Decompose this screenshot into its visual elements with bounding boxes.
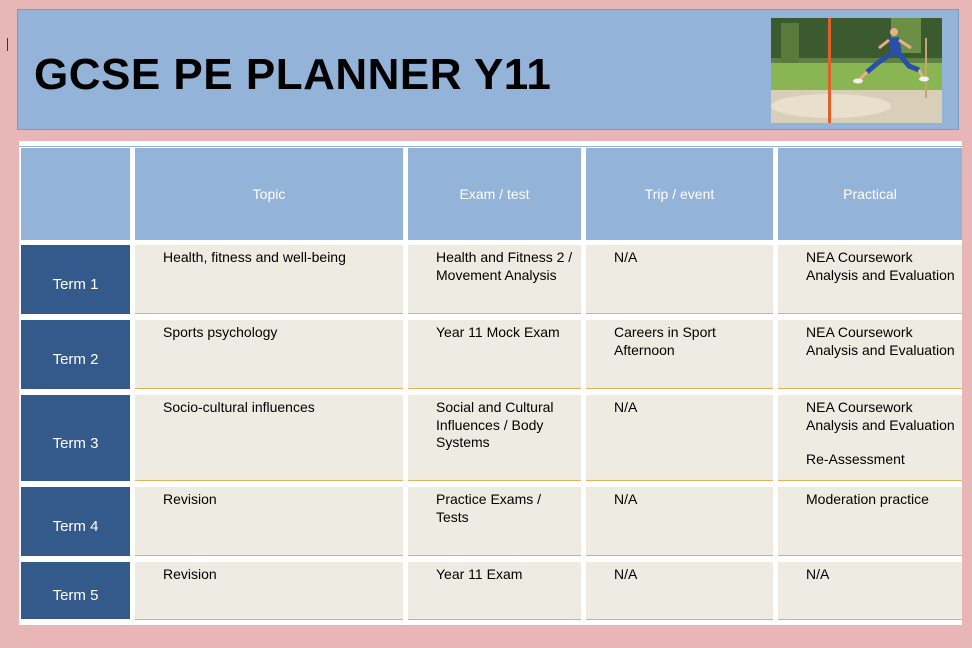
term-label: Term 5 <box>21 562 130 619</box>
trip-cell: N/A <box>586 562 773 620</box>
trip-cell: Careers in Sport Afternoon <box>586 320 773 389</box>
trip-cell: N/A <box>586 487 773 556</box>
practical-cell <box>778 562 962 620</box>
topic-cell: Sports psychology <box>135 320 403 389</box>
exam-cell: Health and Fitness 2 / Movement Analysis <box>408 245 581 314</box>
topic-cell: Socio-cultural influences <box>135 395 403 481</box>
header-topic: Topic <box>135 148 403 240</box>
practical-text: N/A <box>806 566 830 582</box>
exam-cell: Year 11 Exam <box>408 562 581 620</box>
header-exam: Exam / test <box>408 148 581 240</box>
practical-text: NEA Coursework Analysis and Evaluation <box>806 399 955 433</box>
trip-cell: N/A <box>586 245 773 314</box>
practical-text: NEA Coursework Analysis and Evaluation <box>806 324 955 358</box>
page-title: GCSE PE PLANNER Y11 <box>34 50 552 99</box>
term-label: Term 2 <box>21 320 130 389</box>
header-corner <box>21 148 130 240</box>
practical-cell <box>778 320 962 389</box>
header-trip: Trip / event <box>586 148 773 240</box>
practical-text: Moderation practice <box>806 491 929 507</box>
practical-cell <box>778 395 962 481</box>
trip-cell: N/A <box>586 395 773 481</box>
header-practical: Practical <box>778 148 962 240</box>
exam-cell: Year 11 Mock Exam <box>408 320 581 389</box>
term-label: Term 4 <box>21 487 130 556</box>
topic-cell: Health, fitness and well-being <box>135 245 403 314</box>
term-label: Term 3 <box>21 395 130 481</box>
practical-text: NEA Coursework Analysis and Evaluation <box>806 249 955 283</box>
title-banner <box>17 9 959 130</box>
planner-table <box>19 141 962 625</box>
long-jump-athlete-photo <box>771 18 942 123</box>
practical-cell <box>778 487 962 556</box>
topic-cell: Revision <box>135 562 403 620</box>
header-top-rule <box>19 146 962 147</box>
practical-extra-text: Re-Assessment <box>806 451 905 467</box>
practical-cell <box>778 245 962 314</box>
exam-cell: Social and Cultural Influences / Body Systems <box>408 395 581 481</box>
exam-cell: Practice Exams / Tests <box>408 487 581 556</box>
term-label: Term 1 <box>21 245 130 314</box>
text-cursor <box>7 38 8 51</box>
topic-cell: Revision <box>135 487 403 556</box>
